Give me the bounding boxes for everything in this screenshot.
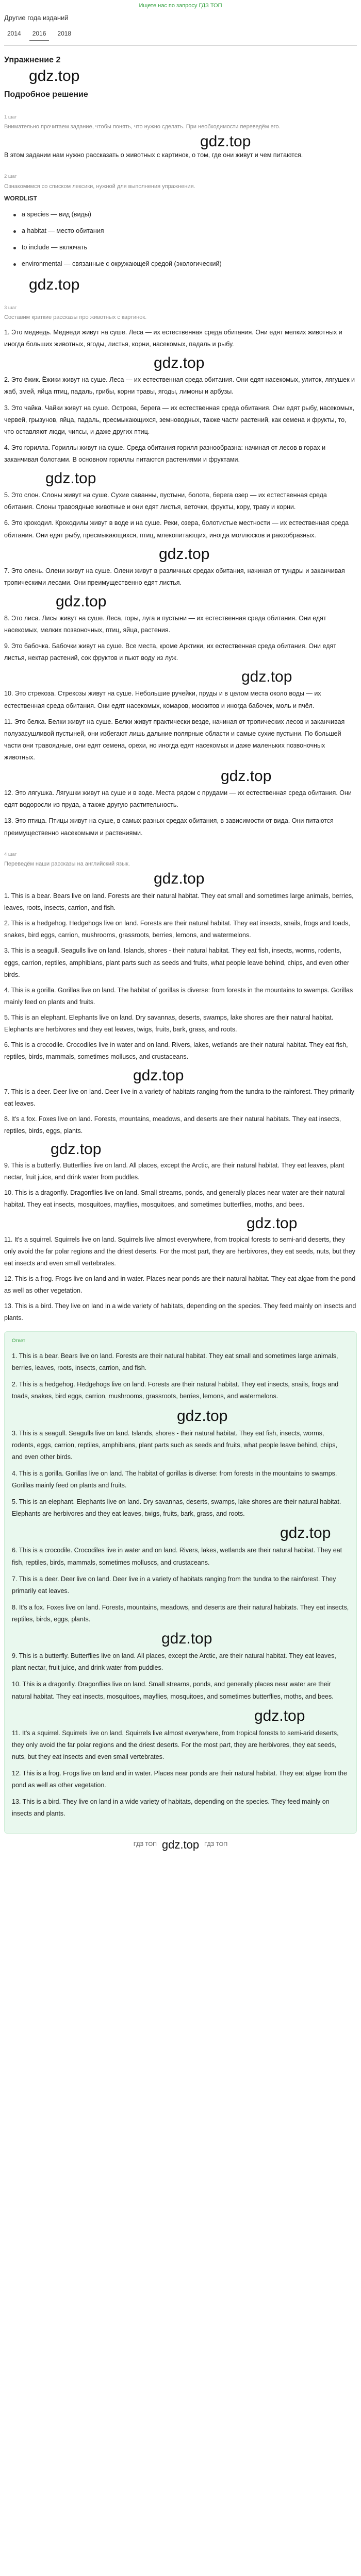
story-item: 2. This is a hedgehog. Hedgehogs live on land. Forests are their natural habitat. They eat insects, snails, frogs and toads, snakes, bird eggs, carrion, mushrooms, grassroots, berries, lemons, and watermelons. [4, 920, 350, 939]
wordlist-title: WORDLIST [4, 195, 37, 202]
story-item: 13. Это птица. Птицы живут на суше, в самых разных средах обитания, в зависимости от вида. Они питаются преимущественно насекомыми и растениями. [4, 817, 334, 837]
story-item: 9. This is a butterfly. Butterflies live on land. All places, except the Arctic, are their natural habitat. They eat leaves, plant nectar, fruit juice, and drink water from puddles. [4, 1162, 344, 1181]
answer-item: 9. This is a butterfly. Butterflies live on land. All places, except the Arctic, are their natural habitat. They eat leaves, plant nectar, fruit juice, and drink water from puddles. [12, 1652, 336, 1672]
wordlist-item: environmental — связанные с окружающей средой (экологический) [4, 259, 357, 270]
watermark: gdz.top [161, 1630, 212, 1648]
answer-item: 1. This is a bear. Bears live on land. Forests are their natural habitat. They eat small and sometimes large animals, berries, leaves, roots, insects, carrion, and fish. [12, 1352, 338, 1372]
answer-label: Ответ [12, 1338, 25, 1344]
story-item: 13. This is a bird. They live on land in a wide variety of habitats, depending on the species. They feed mainly on insects and plants. [4, 1302, 356, 1322]
footer-links [4, 1839, 357, 1851]
watermark-row [4, 132, 357, 149]
watermark-row [4, 275, 357, 293]
watermark: gdz.top [29, 67, 80, 84]
step-description: Ознакомимся со списком лексики, нужной для выполнения упражнения. [4, 183, 195, 190]
step-label: 1 шаг [4, 114, 17, 120]
watermark: gdz.top [241, 668, 292, 686]
answer-item: 11. It's a squirrel. Squirrels live on land. Squirrels live almost everywhere, from tropical forests to semi-arid deserts, they only avoid the far polar regions and the driest deserts. For the most part, they are herbivores, they eat seeds, nuts, but they eat insects and even small vertebrates. [12, 1729, 339, 1760]
footer-link[interactable]: ГДЗ ТОП [204, 1841, 228, 1848]
step-label: 3 шаг [4, 304, 17, 311]
story-item: 6. Это крокодил. Крокодилы живут в воде и на суше. Реки, озера, болотистые местности — их естественная среда обитания. Они едят рыбу, пресмыкающихся, птиц, млекопитающих, иногда моллюсков и ракообразных. [4, 519, 349, 539]
story-item: 11. Это белка. Белки живут на суше. Белки живут практически везде, начиная от тропических лесов и заканчивая полузасушливой пустыней, они избегают лишь дальние полярные области и самые сухие пустыни. По большей части они травоядные, они едят семена, орехи, но иногда едят насекомых и даже маленьких позвоночных животных. [4, 718, 345, 761]
story-item: 4. This is a gorilla. Gorillas live on land. The habitat of gorillas is diverse: from forests in the mountains to swamps. Gorillas mainly feed on plants and fruits. [4, 986, 353, 1006]
step-description: Составим краткие рассказы про животных с картинок. [4, 314, 147, 321]
wordlist-item: a habitat — место обитания [4, 226, 357, 237]
watermark: gdz.top [56, 592, 107, 610]
step-description: Внимательно прочитаем задание, чтобы понять, что нужно сделать. При необходимости переведём его. [4, 124, 281, 130]
russian-stories [4, 327, 357, 839]
watermark: gdz.top [254, 1707, 305, 1724]
watermark: gdz.top [159, 545, 210, 563]
story-item: 7. This is a deer. Deer live on land. Deer live in a variety of habitats ranging from the tundra to the rainforest. They primarily eat leaves. [4, 1088, 355, 1107]
story-item: 10. Это стрекоза. Стрекозы живут на суше. Небольшие ручейки, пруды и в целом места около воды — их естественная среда обитания. Они едят насекомых, комаров, москитов и иногда бабочек, моль и пчёл. [4, 690, 321, 709]
step-description: Переведём наши рассказы на английский язык. [4, 861, 130, 868]
watermark: gdz.top [154, 870, 205, 887]
story-item: 2. Это ёжик. Ёжики живут на суше. Леса — их естественная среда обитания. Они едят насекомых, улиток, лягушек и жаб, змей, яйца птиц, падаль, грибы, корни травы, ягоды, лимоны и арбузы. [4, 376, 355, 396]
watermark: gdz.top [51, 1141, 102, 1158]
story-item: 4. Это горилла. Гориллы живут на суше. Среда обитания горилл разнообразна: начиная от лесов в горах и заканчивая болотами. В основном гориллы питаются растениями и фруктами. [4, 444, 326, 464]
year-tab-2014[interactable]: 2014 [7, 29, 21, 37]
exercise-title: Упражнение 2 [4, 55, 61, 64]
watermark: gdz.top [200, 132, 251, 150]
story-item: 12. This is a frog. Frogs live on land and in water. Places near ponds are their natural habitat. They eat algae from the pond as well as other vegetation. [4, 1275, 356, 1294]
story-item: 11. It's a squirrel. Squirrels live on land. Squirrels live almost everywhere, from tropical forests to semi-arid deserts, they only avoid the far polar regions and the driest deserts. For the most part, they are herbivores, they eat seeds, nuts, but they eat insects and even small vertebrates. [4, 1235, 355, 1267]
year-tab-2018[interactable]: 2018 [57, 29, 72, 37]
story-item: 9. Это бабочка. Бабочки живут на суше. Все места, кроме Арктики, их естественная среда обитания. Они едят листья, нектар растений, сок фруктов и пьют воду из луж. [4, 642, 336, 662]
solution-title: Подробное решение [4, 90, 88, 99]
watermark: gdz.top [29, 276, 80, 293]
watermark: gdz.top [45, 470, 96, 487]
step-label: 2 шаг [4, 174, 17, 180]
answer-item: 13. This is a bird. They live on land in a wide variety of habitats, depending on the species. They feed mainly on insects and plants. [12, 1798, 330, 1818]
watermark: gdz.top [280, 1524, 331, 1542]
step-label: 4 шаг [4, 851, 17, 857]
answer-item: 12. This is a frog. Frogs live on land and in water. Places near ponds are their natural habitat. They eat algae from the pond as well as other vegetation. [12, 1770, 347, 1789]
watermark: gdz.top [154, 354, 205, 372]
step-text: В этом задании нам нужно рассказать о животных с картинок, о том, где они живут и чем питаются. [4, 151, 303, 159]
year-tabs [4, 27, 357, 41]
answer-item: 4. This is a gorilla. Gorillas live on land. The habitat of gorillas is diverse: from forests in the mountains to swamps. Gorillas mainly feed on plants and fruits. [12, 1469, 337, 1489]
footer-link[interactable]: ГДЗ ТОП [133, 1841, 157, 1848]
story-item: 6. This is a crocodile. Crocodiles live in water and on land. Rivers, lakes, wetlands are their natural habitat. They eat fish, reptiles, birds, mammals, sometimes molluscs, and crustaceans. [4, 1041, 348, 1061]
answer-item: 10. This is a dragonfly. Dragonflies live on land. Small streams, ponds, and generally places near water are their natural habitat. They eat insects, mosquitoes, mayflies, mosquitoes, and sometimes butterflies, moths, and bees. [12, 1681, 334, 1700]
answer-box [4, 1331, 357, 1833]
story-item: 7. Это олень. Олени живут на суше. Олени живут в различных средах обитания, начиная от тундры и заканчивая тропическими лесами. Они преимущественно едят листья. [4, 567, 345, 586]
story-item: 12. Это лягушка. Лягушки живут на суше и в воде. Места рядом с прудами — их естественная среда обитания. Они едят водоросли из пруда, а также другую растительность. [4, 789, 352, 809]
watermark-row [4, 869, 357, 887]
answer-item: 5. This is an elephant. Elephants live on land. Dry savannas, deserts, swamps, lake shores are their natural habitat. Elephants are herbivores and they eat leaves, twigs, fruits, bark, grass, and roots. [12, 1498, 341, 1518]
english-stories [4, 890, 357, 1325]
story-item: 3. This is a seagull. Seagulls live on land. Islands, shores - their natural habitat. They eat fish, insects, worms, rodents, eggs, carrion, reptiles, amphibians, plant parts such as seeds and fruits, what people leave behind, chips, and even other birds. [4, 947, 350, 978]
story-item: 1. Это медведь. Медведи живут на суше. Леса — их естественная среда обитания. Они едят мелких животных и иногда больших животных, ягоды, листья, корни, насекомых, падаль и рыбу. [4, 329, 342, 348]
search-hint-link[interactable]: Ищете нас по запросу ГДЗ ТОП [139, 3, 222, 9]
story-item: 8. It's a fox. Foxes live on land. Forests, mountains, meadows, and deserts are their natural habitats. They eat insects, reptiles, birds, eggs, plants. [4, 1115, 341, 1134]
story-item: 3. Это чайка. Чайки живут на суше. Острова, берега — их естественная среда обитания. Они едят рыбу, насекомых, червей, грызунов, яйца, падаль, пресмыкающихся, земноводных, также части растений, как семена и фрукты, то, что оставляют люди, чипсы, и даже других птиц. [4, 404, 355, 435]
answer-item: 2. This is a hedgehog. Hedgehogs live on land. Forests are their natural habitat. They eat insects, snails, frogs and toads, snakes, bird eggs, carrion, mushrooms, grassroots, berries, lemons, and watermelons. [12, 1381, 339, 1400]
story-item: 8. Это лиса. Лисы живут на суше. Леса, горы, луга и пустыни — их естественная среда обитания. Они едят насекомых, мелких позвоночных, птиц, яйца, растения. [4, 614, 326, 634]
divider [4, 45, 357, 46]
watermark: gdz.top [177, 1407, 228, 1425]
story-item: 5. Это слон. Слоны живут на суше. Сухие саванны, пустыни, болота, берега озер — их естественная среда обитания. Слоны травоядные животные и они едят листья, веточки, фрукты, кору, траву и корни. [4, 492, 327, 511]
answer-item: 8. It's a fox. Foxes live on land. Forests, mountains, meadows, and deserts are their natural habitats. They eat insects, reptiles, birds, eggs, plants. [12, 1603, 349, 1623]
answer-item: 6. This is a crocodile. Crocodiles live in water and on land. Rivers, lakes, wetlands are their natural habitat. They eat fish, reptiles, birds, mammals, sometimes molluscs, and crustaceans. [12, 1547, 342, 1566]
watermark: gdz.top [247, 1214, 298, 1232]
story-item: 10. This is a dragonfly. Dragonflies live on land. Small streams, ponds, and generally places near water are their natural habitat. They eat insects, mosquitoes, mayflies, mosquitoes, and sometimes butterflies, moths, and bees. [4, 1189, 345, 1209]
story-item: 5. This is an elephant. Elephants live on land. Dry savannas, deserts, swamps, lake shores are their natural habitat. Elephants are herbivores and they eat leaves, twigs, fruits, bark, grass, and roots. [4, 1014, 334, 1033]
wordlist-item: to include — включать [4, 242, 357, 253]
answer-item: 7. This is a deer. Deer live on land. Deer live in a variety of habitats ranging from the tundra to the rainforest. They primarily eat leaves. [12, 1575, 336, 1595]
story-item: 1. This is a bear. Bears live on land. Forests are their natural habitat. They eat small and sometimes large animals, berries, leaves, roots, insects, carrion, and fish. [4, 892, 354, 911]
year-tab-2016[interactable]: 2016 [29, 27, 50, 41]
wordlist-item: a species — вид (виды) [4, 209, 357, 221]
answer-item: 3. This is a seagull. Seagulls live on land. Islands, shores - their natural habitat. They eat fish, insects, worms, rodents, eggs, carrion, reptiles, amphibians, plant parts such as seeds and fruits, what people leave behind, chips, and even other birds. [12, 1429, 337, 1461]
watermark: gdz.top [133, 1066, 184, 1084]
watermark: gdz.top [161, 1838, 200, 1851]
wordlist [4, 209, 357, 270]
editions-title: Другие года изданий [4, 14, 69, 22]
watermark: gdz.top [221, 768, 272, 785]
